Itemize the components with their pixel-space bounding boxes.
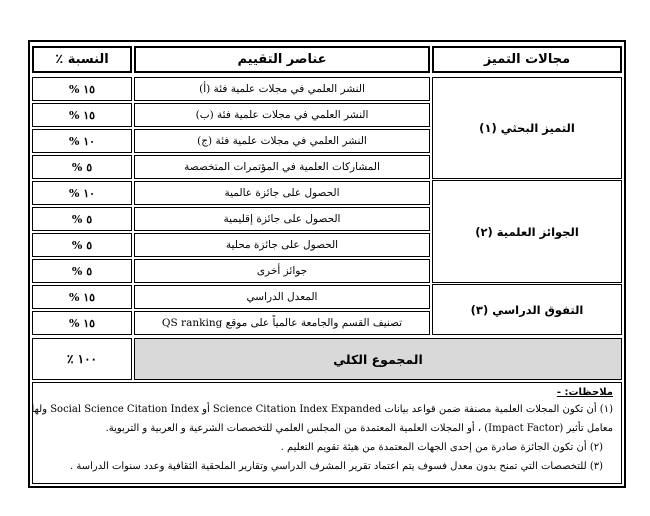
table-row-element: جوائز أخرى [134, 259, 430, 283]
table-row-percent: ١٠ % [32, 129, 132, 153]
table-row-percent: ١٠ % [32, 181, 132, 205]
category-scientific-awards: الجوائز العلمية (٢) [432, 180, 622, 283]
note-item: (١) أن تكون المجلات العلمية مصنفة ضمن قواعد بيانات Science Citation Index Expanded أو Social Science Citation Index ولها [31, 404, 613, 415]
total-label: المجموع الكلي [134, 338, 622, 380]
note-item: (٣) للتخصصات التي تمنح بدون معدل فسوف يتم اعتماد تقرير المشرف الدراسي وتقارير الملحقية الثقافية وعدد سنوات الدراسة . [70, 461, 603, 472]
table-row-percent: ٥ % [32, 155, 132, 179]
category-research-excellence: التميز البحثي (١) [432, 77, 622, 179]
total-percent: ١٠٠ ٪ [32, 338, 132, 380]
table-row-element: المشاركات العلمية في المؤتمرات المتخصصة [134, 155, 430, 179]
table-row-element: النشر العلمي في مجلات علمية فئة (ج) [134, 129, 430, 153]
table-row-percent: ١٥ % [32, 103, 132, 127]
category-academic-excellence: التفوق الدراسي (٣) [432, 284, 622, 335]
table-row-element: المعدل الدراسي [134, 285, 430, 309]
note-item: معامل تأثير (Impact Factor) ، أو المجلات العلمية المعتمدة من المجلس العلمي للتخصصات الشرعية و العربية و التربوية. [105, 423, 613, 434]
note-item: (٢) أن تكون الجائزة صادرة من إحدى الجهات المعتمدة من هيئة تقويم التعليم . [280, 442, 603, 453]
header-elements: عناصر التقييم [134, 46, 430, 73]
table-row-element: الحصول على جائزة عالمية [134, 181, 430, 205]
table-row-percent: ٥ % [32, 259, 132, 283]
table-row-element: الحصول على جائزة إقليمية [134, 207, 430, 231]
table-row-percent: ١٥ % [32, 311, 132, 335]
table-row-element: النشر العلمي في مجلات علمية فئة (أ) [134, 77, 430, 101]
notes-title: ملاحظات: - [556, 387, 613, 398]
header-percent: النسبة ٪ [32, 46, 132, 73]
table-row-element: النشر العلمي في مجلات علمية فئة (ب) [134, 103, 430, 127]
table-row-element: الحصول على جائزة محلية [134, 233, 430, 257]
notes-section [32, 382, 622, 484]
table-row-element: تصنيف القسم والجامعة عالمياً على موقع QS ranking [134, 311, 430, 335]
header-fields: مجالات التميز [432, 46, 622, 73]
table-row-percent: ١٥ % [32, 77, 132, 101]
table-row-percent: ٥ % [32, 233, 132, 257]
table-row-percent: ٥ % [32, 207, 132, 231]
table-row-percent: ١٥ % [32, 285, 132, 309]
